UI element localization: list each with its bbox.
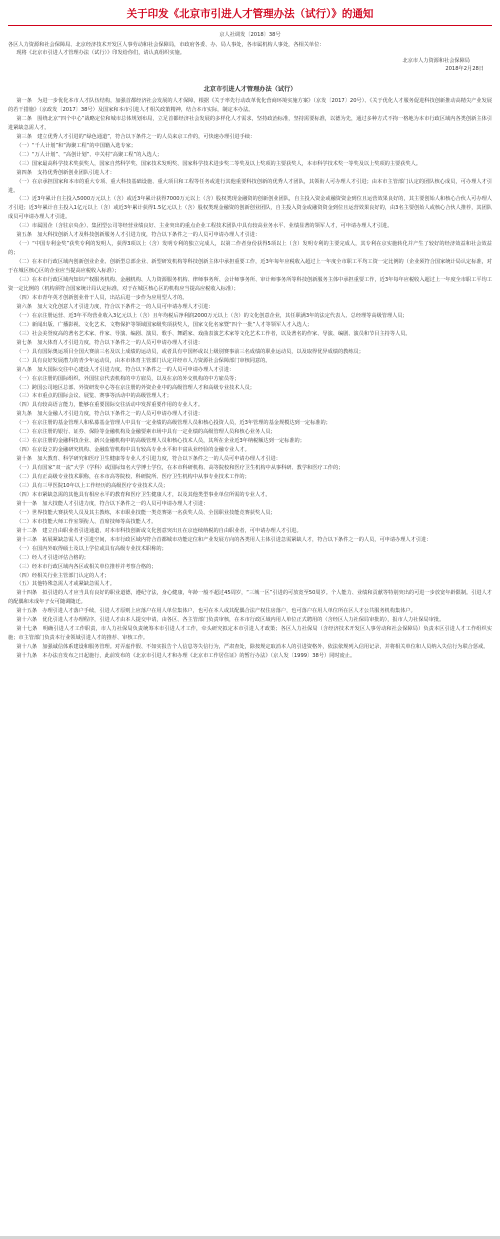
article-paragraph: 第十九条 本办法自发布之日起施行，此前发布的《北京市引进人才和办理《北京市工作居住证》的暂行办法》（京人发〔1999〕38号）同时废止。 xyxy=(16,653,356,660)
notice-title: 关于印发《北京市引进人才管理办法（试行）》的通知 xyxy=(126,8,374,20)
list-item: （三）在京注册的金融科技企业、新兴金融机构中的高级管理人员和核心技术人员，其所在企业近3年纳税额达到一定标准的； xyxy=(16,438,305,445)
issue-date: 2018年2月28日 xyxy=(445,66,484,72)
list-item: （一）“千人计划”和“海聚工程”的中国籍入选专家； xyxy=(16,142,137,149)
issuer-signature: 北京市人力资源和社会保障局 xyxy=(402,58,470,64)
list-item: （二）经人才引进评估合格的； xyxy=(16,554,89,561)
list-item: （二）在京注册的银行、证券、保险等金融机构及金融要素市场中具有一定业绩的高级管理人员和核心业务人员； xyxy=(16,429,276,436)
list-item: （二）具有良好发展潜力的青少年运动员，由本市体育主管部门认定并经市人力资源社会保障部门审核同意的。 xyxy=(16,357,271,364)
list-item: （一）具有国际奥运项目全国大赛前三名及以上成绩的运动员，或者具有中国杯或以上级别赛事前三名成绩的职业运动员，以及取得优异成绩的教练员； xyxy=(16,348,364,355)
document-title: 北京市引进人才管理办法（试行） xyxy=(203,86,297,93)
article-paragraph: 第五条 加大科技创新人才及科技创新服务人才引进力度，符合以下条件之一的人员可申请办理人才引进： xyxy=(16,232,261,239)
document-body xyxy=(8,97,492,661)
list-item: （三）在本市行政区域内知识产权服务机构、金融机构、人力资源服务机构、律师事务所、会计师事务所、审计师事务所等科技创新服务主体中承担重要工作，近3年每年应税收入超过上一年度全市职工平均工资一定比例的（机构须符合国家统计局认定标准，对于在城区核心区的机构应当提高应税收入标准）； xyxy=(8,277,492,293)
article-paragraph: 第十条 加大教育、科学研究和医疗卫生健康等专业人才引进力度，符合以下条件之一的人员可申请办理人才引进： xyxy=(16,456,281,463)
article-paragraph: 第十三条 拓展紧缺急需人才引进空间，本市行政区域内符合首都城市功能定位和产业发展方向的各类用人主体引进急需紧缺人才，符合以下条件之一的人员，可申请办理人才引进： xyxy=(16,536,432,543)
article-paragraph: 第六条 加大文化创意人才引进力度，符合以下条件之一的人员可申请办理人才引进： xyxy=(16,303,214,310)
article-paragraph: 第八条 加大国际交往中心建设人才引进力度，符合以下条件之一的人员可申请办理人才引进： xyxy=(16,366,235,373)
list-item: （二）具有正高级专业技术职称，在本市高等院校、科研院所、医疗卫生机构中从事专业技术工作的； xyxy=(16,474,250,481)
list-item: （四）在京设立的金融研究机构、金融监管机构中具有较高专业水平和丰富从业经验的金融专业人才。 xyxy=(16,447,250,454)
list-item: （二）新闻出版、广播影视、文化艺术、文物保护等领域国家级奖项获奖人，国家文化名家暨“四个一批”人才等领军人才入选人； xyxy=(16,321,313,328)
article-paragraph: 第七条 加大体育人才引进力度，符合以下条件之一的人员可申请办理人才引进： xyxy=(16,339,204,346)
list-item: （四）经相关行业主管部门认定的人才； xyxy=(16,572,110,579)
list-item: （二）近3年累计自主投入5000万元以上（含）或近3年累计获得7000万元以上（含）股权类现金融资的创新创业团队，自主投入资金或融资资金到位且运营效果良好的，其主要创始人和核心合伙人可办理人才引进；近3年累计自主投入1亿元以上（含）或近3年累计获得1.5亿元以上（含）股权类现金融资的创新创业团队，自主投入资金或融资资金到位且运营效果良好的，由3名主要创始人或核心合伙人推荐，其团队成员可申请办理人才引进。 xyxy=(8,196,492,221)
article-paragraph: 第三条 建立优秀人才引进的“绿色通道”，符合以下条件之一的人员来京工作的，可快速办理引进手续： xyxy=(16,133,256,140)
list-item: （三）市属国企（含驻京央企）、集团型公司等经营业绩良好、主业突出的重点企业工程技术团队中具有较高业务水平、业绩显著的领军人才，可申请办理人才引进。 xyxy=(16,223,393,230)
list-item: （三）经本市行政区域内各区或相关单位推荐并考察合格的； xyxy=(16,563,157,570)
list-item: （一）在国内外取得硕士及以上学位或具有高级专业技术职称的； xyxy=(16,545,167,552)
notice-text: 现将《北京市引进人才管理办法（试行）》印发给你们，请认真组织实施。 xyxy=(16,50,185,56)
list-item: （一）“中国专利金奖”获奖专利的发明人，获得3项以上（含）发明专利的独立完成人，以第二作者身份获得5项以上（含）发明专利的主要完成人，其专利在京实施转化并产生了较好的经济效益和社会效益的； xyxy=(8,241,492,257)
list-item: （一）在京注册的基金管理人和私募基金管理人中具有一定业绩的高级管理人员和核心投资人员，近3年管理的基金规模达到一定标准的； xyxy=(16,420,331,427)
list-item: （四）本市紧缺急需的其他具有相应水平的教育和医疗卫生健康人才，以及其他类型事业单位所需的专业人才。 xyxy=(16,491,271,498)
article-paragraph: 第九条 加大金融人才引进力度，符合以下条件之一的人员可申请办理人才引进： xyxy=(16,411,204,418)
article-paragraph: 第十五条 办理引进人才落户手续，引进人才原则上应落户在用人单位集体户，也可在本人或其配偶合法产权住房落户，也可落户在用人单位所在区人才公共服务机构集体户。 xyxy=(16,608,416,615)
addressees: 各区人力资源和社会保障局、北京经济技术开发区人事劳动和社会保障局，市政府各委、办、局人事处，各市属机构人事处，各相关单位： xyxy=(8,42,325,48)
article-paragraph: 第四条 支持优秀创新创业团队引进人才： xyxy=(16,169,115,176)
list-item: （二）本市技能大师工作室领衔人、首席技师等高技能人才。 xyxy=(16,518,157,525)
list-item: （三）本市重点的国际会议、展览、赛事等活动中的高级管理人才； xyxy=(16,393,172,400)
list-item: （二）“万人计划”、“高创计划”、中关村“高聚工程”的入选人； xyxy=(16,151,163,158)
list-item: （三）国家最高科学技术奖获奖人，国家自然科学奖、国家技术发明奖、国家科学技术进步奖二等奖及以上奖项的主要获奖人，本市科学技术奖一等奖及以上奖项的主要获奖人。 xyxy=(16,160,421,167)
list-item: （一）在京注册运营、近3年平均营业收入3亿元以上（含）且年均税后净利润2000万元以上（含）的文化创意企业，其任职满3年的法定代表人、总经理等高级管理人员； xyxy=(16,312,408,319)
list-item: （四）具有较高语言能力，能够在重要国际交往活动中发挥重要作用的专业人才。 xyxy=(16,402,204,409)
article-paragraph: 第十二条 建立自由职业者引进通道，对本市科技创新或文化创意突出且在京连续纳税的自由职业者，可申请办理人才引进。 xyxy=(16,527,302,534)
list-item: （二）跨国公司地区总部、外资研发中心等在京注册的外资企业中的高级管理人才和高级专业技术人员； xyxy=(16,384,255,391)
list-item: （三）社会美誉度高的著名艺术家、作家、导演、编剧、演员、歌手、舞蹈家、戏曲表演艺术家等文化艺术工作者，以及著名的作家、导演、编剧、演员和节目主持等人员。 xyxy=(16,330,411,337)
list-item: （一）世界技能大赛获奖人员及其主教练，本市职业技能一类竞赛第一名获奖人员、全国职业技能竞赛获奖人员； xyxy=(16,509,276,516)
list-item: （五）其他特殊急需人才或紧缺急需人才。 xyxy=(16,581,115,588)
article-paragraph: 第十七条 明确引进人才工作职责，市人力社保局负责统筹本市引进人才工作，牵头研究拟定本市引进人才政策；各区人力社保局（含经济技术开发区人事劳动和社会保障局）负责本区引进人才工作组织实施；市主管部门负责本行业领域引进人才的推荐、审核工作。 xyxy=(8,626,492,642)
article-paragraph: 第二条 围绕北京“四个中心”战略定位和城市总体规划布局，立足首都经济社会发展的多样化人才需求，坚持政治标准，坚持需要标准，以德为先，通过多种方式不拘一格地为本市行政区域内各类创新主体引进紧缺急需人才。 xyxy=(8,115,492,131)
article-paragraph: 第十一条 加大技能人才引进力度，符合以下条件之一的人员可申请办理人才引进： xyxy=(16,500,209,507)
list-item: （一）在京注册的国际组织、外国驻京代表机构的中方雇员，以及在京的外交机构的中方雇员等； xyxy=(16,375,240,382)
issue-number: 京人社调发〔2018〕38号 xyxy=(219,32,281,38)
article-paragraph: 第十四条 拟引进的人才应当具有良好的职业道德，遵纪守法，身心健康，年龄一般不超过45周岁，“三城一区”引进的可放宽至50周岁。个人能力、业绩和贡献等特别突出的可进一步放宽年龄限制。引进人才的配偶和未成年子女可随调随迁。 xyxy=(8,590,492,606)
title-divider xyxy=(8,25,492,26)
list-item: （四）本市青年英才创新创业骨干人员，出站后进一步作为应用型人才的。 xyxy=(16,294,188,301)
article-paragraph: 第一条 为进一步优化本市人才队伍结构，加强首都经济社会发展的人才保障，根据《关于率先行动改革优化营商环境实施方案》（京发〔2017〕20号）、《关于优化人才服务促进科技创新推动高精尖产业发展的若干措施》（京政发〔2017〕38号）及国家和本市引进人才相关政策精神，结合本市实际，制定本办法。 xyxy=(8,98,492,113)
list-item: （三）具有三甲医院10年以上工作经历的高级医疗专业技术人员； xyxy=(16,482,169,489)
list-item: （一）具有国家“双一流”大学（学科）或国际知名大学博士学位，在本市科研机构、高等院校和医疗卫生机构中从事科研、教学和医疗工作的； xyxy=(16,465,344,472)
article-paragraph: 第十六条 优化引进人才办理程序，引进人才由本人提交申请，由各区、各主管部门负责审核，在本市行政区域内用人单位正式聘用的（含经区人力社保局审批的），报市人力社保局审批。 xyxy=(16,617,445,624)
list-item: （二）在本市行政区域内创新创业企业、创新型总部企业、新型研发机构等科技创新主体中承担重要工作，近3年每年应税收入超过上一年度全市职工平均工资一定比例的（企业须符合国家统计局认定标准，对于在城区核心区的企业应当提高应税收入标准）； xyxy=(8,259,492,275)
article-paragraph: 第十八条 加强诚信体系建设和服务管理。对弄虚作假、不如实报告个人信息等失信行为，严肃查处，除按规定取消本人的引进资格外，依法依规列入信用记录，并将相关单位和人员纳入失信行为联合惩戒。 xyxy=(16,644,489,651)
list-item: （一）在京承担国家和本市的重大专项、重大科技基础设施、重大项目和工程等任务或进行其他重要科技创新的优秀人才团队，其领衔人可办理人才引进；由本市主管部门认定的团队核心成员，可办理人才引进。 xyxy=(8,178,492,194)
